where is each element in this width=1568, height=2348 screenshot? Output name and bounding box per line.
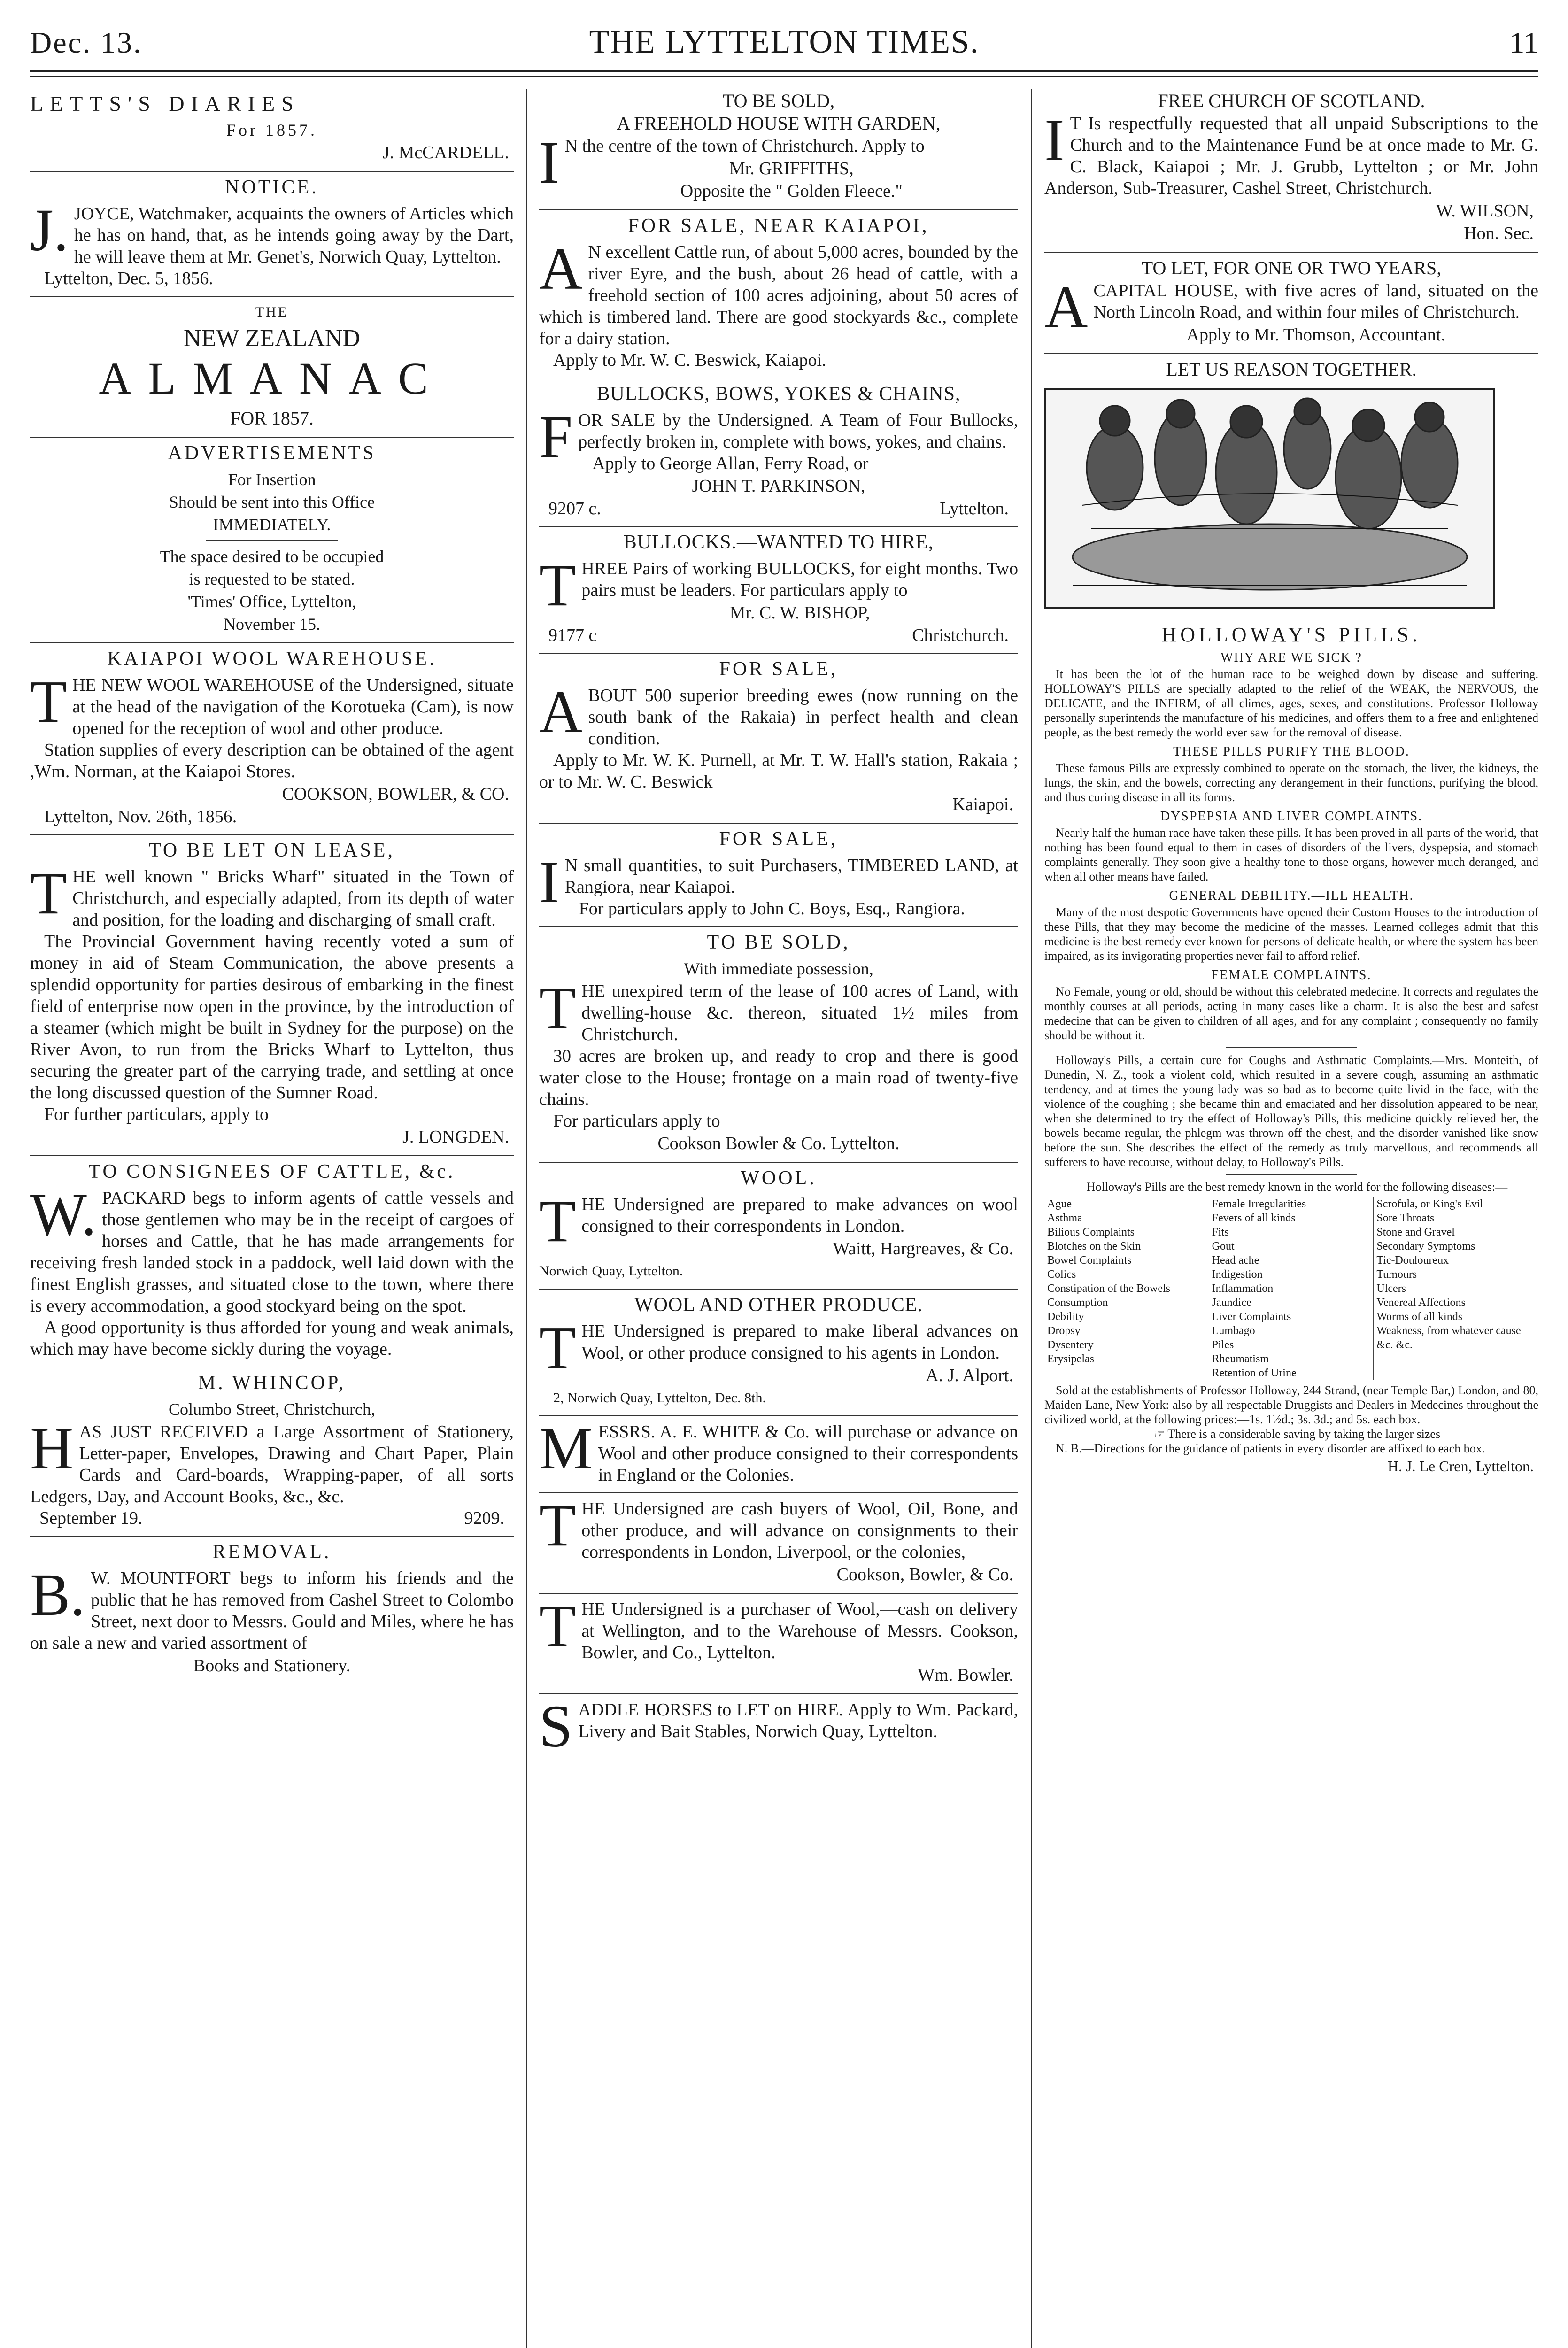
ad-signature: W. WILSON, — [1436, 201, 1534, 221]
ad-body: N excellent Cattle run, of about 5,000 acres, bounded by the river Eyre, and the bush, about 26 head of cattle, with a freehold section of 100 acres adjoining, about 50 acres of which is timbered land. There are good stockyards &c., complete for a dairy station. — [539, 242, 1018, 348]
disease-column — [1044, 1197, 1209, 1380]
ad-bricks-wharf-lease — [30, 840, 514, 1156]
ad-body: ESSRS. A. E. WHITE & Co. will purchase or advance on Wool and other produce consigned to their correspondents in England or the Colonies. — [598, 1422, 1018, 1485]
disease-item: Rheumatism — [1212, 1353, 1269, 1365]
column-divider — [1031, 89, 1032, 2348]
disease-item: Sore Throats — [1376, 1212, 1435, 1224]
page-number: 11 — [1509, 26, 1538, 59]
ad-body: CAPITAL HOUSE, with five acres of land, situated on the North Lincoln Road, and within four miles of Christchurch. — [1093, 281, 1538, 322]
ad-signature: Cookson Bowler & Co. Lyttelton. — [657, 1134, 900, 1153]
ad-body: These famous Pills are expressly combined to operate on the stomach, the liver, the kidneys, the lungs, the skin, and the bowels, correcting any derangement in their functions, purifying the blood, and thus curing disease in all its forms. — [1044, 761, 1538, 804]
ad-line: November 15. — [224, 615, 320, 633]
ad-subheading: Columbo Street, Christchurch, — [169, 1400, 375, 1419]
disease-item: Indigestion — [1212, 1268, 1263, 1281]
pointing-hand-icon: ☞ — [1153, 1427, 1168, 1441]
ad-body: AS JUST RECEIVED a Large Assortment of Stationery, Letter-paper, Envelopes, Drawing and Chart Paper, Plain Cards and Card-boards, Wrapping-paper, of all sorts Ledgers, Day, and Account Books, &c., &c. — [30, 1422, 514, 1506]
ad-body: HE Undersigned are prepared to make advances on wool consigned to their correspondents in London. — [581, 1195, 1018, 1236]
ad-house-to-let — [1044, 257, 1538, 354]
ad-body: Nearly half the human race have taken these pills. It has been proved in all parts of the world, that nothing has been found equal to them in cases of disorders of the livers, dyspepsia, and stomach complaints generally. They soon give a healthy tone to those organs, however much deranged, and when all other means have failed. — [1044, 826, 1538, 883]
drop-cap: T — [539, 1592, 576, 1659]
ad-heading: KAIAPOI WOOL WAREHOUSE. — [107, 648, 437, 670]
mini-rule — [1226, 1047, 1357, 1048]
disease-item: Tumours — [1376, 1268, 1417, 1281]
drop-cap: T — [30, 860, 67, 927]
ad-freehold-house — [539, 90, 1018, 210]
ad-signature: Mr. GRIFFITHS, — [729, 159, 854, 178]
drop-cap: T — [539, 1492, 576, 1559]
ad-free-church — [1044, 90, 1538, 253]
ad-body: A good opportunity is thus afforded for young and weak animals, which may have become sickly during the voyage. — [30, 1318, 514, 1359]
drop-cap: M — [539, 1415, 593, 1482]
ad-signature: COOKSON, BOWLER, & CO. — [282, 784, 509, 804]
ad-body: Apply to Mr. W. C. Beswick, Kaiapoi. — [553, 350, 826, 370]
disease-item: Liver Complaints — [1212, 1311, 1291, 1323]
ad-body: The Provincial Government having recently voted a sum of money in aid of Steam Communication, the above presents a splendid opportunity for parties desirous of embarking in the finest field of enterprise now open in the province, by the introduction of a steamer (which might be built in Sydney for the purpose) on the River Avon, to run from the Bricks Wharf to Lyttelton, thus securing the greater part of the carrying trade, and settling at once the long discussed question of the Sumner Road. — [30, 932, 514, 1103]
ad-line: Should be sent into this Office — [169, 493, 375, 511]
ad-signature: Wm. Bowler. — [918, 1665, 1013, 1685]
ad-title: HOLLOWAY'S PILLS. — [1161, 623, 1421, 646]
ad-heading: WOOL AND OTHER PRODUCE. — [634, 1294, 923, 1316]
ad-heading: TO BE SOLD, — [722, 90, 835, 111]
ad-wool-and-other-produce — [539, 1294, 1018, 1416]
drop-cap: W. — [30, 1181, 97, 1248]
ad-place: Kaiapoi. — [952, 795, 1013, 814]
disease-item: Weakness, from whatever cause — [1376, 1325, 1521, 1337]
disease-item: Scrofula, or King's Evil — [1376, 1198, 1483, 1210]
ad-address: Opposite the " Golden Fleece." — [680, 181, 903, 201]
ad-signature: Mr. C. W. BISHOP, — [729, 603, 870, 623]
ad-place: Lyttelton. — [940, 499, 1009, 518]
ad-note — [1044, 1427, 1538, 1441]
ad-heading: REMOVAL. — [212, 1541, 332, 1563]
ad-heading: LETTS'S DIARIES — [30, 92, 300, 116]
ad-heading: M. WHINCOP, — [198, 1372, 346, 1394]
ad-kaiapoi-cattle-run — [539, 215, 1018, 378]
ad-note-text: There is a considerable saving by taking the larger sizes — [1167, 1427, 1441, 1441]
section-heading: WHY ARE WE SICK ? — [1220, 650, 1362, 665]
ad-body: HE unexpired term of the lease of 100 acres of Land, with dwelling-house &c. thereon, situated 1½ miles from Christchurch. — [581, 981, 1018, 1044]
issue-date: Dec. 13. — [30, 26, 143, 59]
ad-line: The space desired to be occupied — [160, 547, 384, 566]
ad-body: Apply to George Allan, Ferry Road, or — [592, 454, 869, 473]
drop-cap: J. — [30, 197, 69, 263]
ad-place: 2, Norwich Quay, Lyttelton, Dec. 8th. — [553, 1390, 766, 1406]
disease-item: Head ache — [1212, 1254, 1259, 1267]
ad-fine-print — [1044, 650, 1538, 1475]
ad-line: For Insertion — [228, 470, 316, 489]
ad-heading: ADVERTISEMENTS — [168, 442, 376, 464]
disease-item: Piles — [1212, 1339, 1234, 1351]
ad-heading: WOOL. — [741, 1167, 817, 1189]
ad-whincop-stationery — [30, 1372, 514, 1537]
disease-item: Bilious Complaints — [1047, 1226, 1135, 1238]
ad-body: HE Undersigned is prepared to make liberal advances on Wool, or other produce consigned to his agents in London. — [581, 1321, 1018, 1363]
ad-signature: JOHN T. PARKINSON, — [692, 476, 865, 496]
drop-cap: T — [539, 974, 576, 1041]
drop-cap: T — [539, 552, 576, 618]
drop-cap: I — [539, 129, 559, 196]
ad-place: Norwich Quay, Lyttelton. — [539, 1263, 683, 1279]
ad-body: N. B.—Directions for the guidance of patients in every disorder are affixed to each box. — [1056, 1442, 1485, 1455]
drop-cap: I — [539, 849, 559, 915]
ad-white-and-co — [539, 1415, 1018, 1493]
ad-body: Apply to Mr. W. K. Purnell, at Mr. T. W. Hall's station, Rakaia ; or to Mr. W. C. Beswick — [539, 750, 1018, 792]
ad-body: HE Undersigned are cash buyers of Wool, Oil, Bone, and other produce, and will advance on consignments to their correspondents in London, Liverpool, or the colonies, — [581, 1499, 1018, 1562]
ad-body: W. MOUNTFORT begs to inform his friends and the public that he has removed from Cashel Street to Colombo Street, next door to Messrs. Gould and Miles, where he has on sale a new and varied assortment of — [30, 1568, 514, 1653]
disease-item: Fits — [1212, 1226, 1229, 1238]
disease-column — [1374, 1197, 1538, 1380]
ad-signature: Waitt, Hargreaves, & Co. — [833, 1239, 1013, 1259]
ad-letts-diaries — [30, 93, 514, 172]
ad-date: Lyttelton, Nov. 26th, 1856. — [44, 807, 237, 826]
disease-item: Asthma — [1047, 1212, 1082, 1224]
ad-body: No Female, young or old, should be without this celebrated medecine. It corrects and regulates the monthly courses at all periods, acting in many cases like a charm. It is also the best and safest medecine that can be given to children of all ages, and for any complaint ; consequently no family should be without it. — [1044, 985, 1538, 1042]
ad-heading: TO BE LET ON LEASE, — [149, 840, 395, 861]
ad-line: 'Times' Office, Lyttelton, — [187, 592, 356, 611]
ad-kicker: THE — [255, 304, 289, 320]
ad-advertisements — [30, 442, 514, 643]
ad-heading: FREE CHURCH OF SCOTLAND. — [1158, 90, 1425, 111]
disease-item: Ulcers — [1376, 1282, 1406, 1295]
disease-item: Secondary Symptoms — [1376, 1240, 1475, 1252]
disease-item: Dysentery — [1047, 1339, 1094, 1351]
ad-body: BOUT 500 superior breeding ewes (now running on the south bank of the Rakaia) in perfect health and clean condition. — [588, 686, 1018, 749]
ad-title: ALMANAC — [99, 353, 445, 403]
ad-body: T Is respectfully requested that all unpaid Subscriptions to the Church and to the Maintenance Fund be at once made to Mr. G. C. Black, Kaiapoi ; Mr. J. Grubb, Lyttelton ; or Mr. John Anderson, Sub-Treasurer, Cashel Street, Christchurch. — [1044, 114, 1538, 198]
ad-cash-buyers — [539, 1492, 1018, 1594]
disease-item: Debility — [1047, 1311, 1084, 1323]
drop-cap: I — [1044, 107, 1065, 173]
ad-number: 9207 c. — [548, 499, 601, 518]
disease-item: Female Irregularities — [1212, 1198, 1306, 1210]
masthead — [30, 23, 1538, 63]
section-heading: GENERAL DEBILITY.—ILL HEALTH. — [1169, 888, 1414, 903]
disease-item: Venereal Affections — [1376, 1297, 1466, 1309]
ad-kaiapoi-wool-warehouse — [30, 648, 514, 835]
disease-item: Gout — [1212, 1240, 1235, 1252]
disease-item: Consumption — [1047, 1297, 1108, 1309]
ad-body: OR SALE by the Undersigned. A Team of Four Bullocks, perfectly broken in, complete with bows, yokes, and chains. — [578, 410, 1018, 452]
disease-item: &c. &c. — [1376, 1339, 1413, 1351]
ad-heading: A FREEHOLD HOUSE WITH GARDEN, — [617, 113, 941, 134]
ad-heading: LET US REASON TOGETHER. — [1166, 359, 1417, 380]
disease-item: Jaundice — [1212, 1297, 1251, 1309]
ad-heading: BULLOCKS, BOWS, YOKES & CHAINS, — [596, 383, 961, 405]
ad-heading: TO BE SOLD, — [707, 932, 850, 953]
ad-timbered-land — [539, 828, 1018, 927]
header-rule — [30, 70, 1538, 72]
ad-lease-of-land — [539, 932, 1018, 1163]
drop-cap: B. — [30, 1561, 85, 1628]
ad-removal — [30, 1541, 514, 1684]
ad-date: Lyttelton, Dec. 5, 1856. — [44, 269, 213, 288]
ad-heading: BULLOCKS.—WANTED TO HIRE, — [623, 532, 934, 553]
disease-item: Ague — [1047, 1198, 1072, 1210]
disease-column — [1209, 1197, 1374, 1380]
drop-cap: A — [539, 679, 583, 745]
ad-bullocks-wanted — [539, 532, 1018, 654]
ad-body: 30 acres are broken up, and ready to crop and there is good water close to the House; frontage on a main road of twenty-five chains. — [539, 1046, 1018, 1109]
ad-place: Christchurch. — [912, 626, 1009, 645]
ad-heading: NOTICE. — [225, 177, 319, 198]
ad-holloways-pills — [1044, 359, 1538, 1483]
drop-cap: S — [539, 1693, 573, 1760]
ad-date: September 19. — [39, 1508, 143, 1528]
ad-subheading: With immediate possession, — [684, 959, 873, 978]
drop-cap: T — [539, 1188, 576, 1254]
ad-body: HE NEW WOOL WAREHOUSE of the Undersigned, situate at the head of the navigation of the Korotueka (Cam), is now opened for the reception of wool and other produce. — [72, 675, 514, 738]
ad-body: JOYCE, Watchmaker, acquaints the owners of Articles which he has on hand, that, as he intends going away by the Dart, he will leave them at Mr. Genet's, Norwich Quay, Lyttelton. — [74, 204, 514, 267]
disease-item: Fevers of all kinds — [1212, 1212, 1296, 1224]
ad-body: ADDLE HORSES to LET on HIRE. Apply to Wm. Packard, Livery and Bait Stables, Norwich Quay, Lyttelton. — [578, 1700, 1018, 1741]
ad-number: 9177 c — [548, 626, 597, 645]
ad-body: N small quantities, to suit Purchasers, TIMBERED LAND, at Rangiora, near Kaiapoi. — [564, 856, 1018, 897]
ad-body: HE well known " Bricks Wharf" situated in the Town of Christchurch, and especially adapted, from its depth of water and position, for the loading and discharging of small craft. — [72, 867, 514, 930]
ad-contact: Apply to Mr. Thomson, Accountant. — [1186, 325, 1445, 345]
header-rule-thin — [30, 76, 1538, 77]
ad-footer: Books and Stationery. — [193, 1656, 351, 1676]
ad-heading: TO CONSIGNEES OF CATTLE, &c. — [88, 1161, 456, 1182]
section-heading: DYSPEPSIA AND LIVER COMPLAINTS. — [1160, 809, 1423, 824]
ad-almanac — [30, 301, 514, 438]
ad-consignees-of-cattle — [30, 1161, 514, 1367]
ad-signature: J. LONGDEN. — [402, 1127, 509, 1147]
disease-item: Erysipelas — [1047, 1353, 1094, 1365]
ad-body: Many of the most despotic Governments have opened their Custom Houses to the introduction of these Pills, that they may become the medicine of the masses. Learned colleges admit that this medicine is the best remedy ever known for persons of delicate health, or where the system has been impaired, as its invigorating properties never fail to afford relief. — [1044, 905, 1538, 963]
ad-notice — [30, 177, 514, 297]
ad-year: FOR 1857. — [230, 408, 314, 429]
disease-item: Tic-Douloureux — [1376, 1254, 1449, 1267]
disease-table — [1044, 1197, 1538, 1380]
disease-item: Dropsy — [1047, 1325, 1081, 1337]
ad-body: HE Undersigned is a purchaser of Wool,—cash on delivery at Wellington, and to the Warehouse of Messrs. Cookson, Bowler, and Co., Lyttelton. — [581, 1599, 1018, 1662]
ad-heading: FOR SALE, — [719, 828, 838, 850]
drop-cap: H — [30, 1415, 74, 1482]
ad-subheading: NEW ZEALAND — [184, 325, 360, 352]
disease-item: Blotches on the Skin — [1047, 1240, 1141, 1252]
section-heading: THESE PILLS PURIFY THE BLOOD. — [1173, 744, 1410, 759]
column-1 — [30, 89, 514, 2348]
drop-cap: T — [30, 668, 67, 735]
ad-signature-title: Hon. Sec. — [1464, 224, 1534, 243]
ad-body: Holloway's Pills are the best remedy known in the world for the following diseases:— — [1086, 1180, 1508, 1194]
ad-signature: J. McCARDELL. — [382, 143, 509, 162]
column-divider — [526, 89, 527, 2348]
ad-heading: TO LET, FOR ONE OR TWO YEARS, — [1141, 257, 1442, 278]
ad-wool-purchaser — [539, 1592, 1018, 1694]
ad-breeding-ewes — [539, 658, 1018, 824]
mini-rule — [1226, 1174, 1357, 1175]
ad-saddle-horses — [539, 1693, 1018, 1760]
disease-item: Colics — [1047, 1268, 1076, 1281]
ad-body: Station supplies of every description can be obtained of the agent ,Wm. Norman, at the Kaiapoi Stores. — [30, 740, 514, 781]
disease-item: Retention of Urine — [1212, 1367, 1297, 1379]
column-3 — [1044, 89, 1538, 2348]
ad-body: For further particulars, apply to — [44, 1104, 269, 1124]
ad-body: For particulars apply to — [553, 1111, 720, 1131]
ad-heading: FOR SALE, — [719, 658, 838, 680]
disease-item: Worms of all kinds — [1376, 1311, 1463, 1323]
ad-body: N the centre of the town of Christchurch. Apply to — [564, 136, 925, 156]
ad-number: 9209. — [464, 1508, 504, 1528]
ad-wool — [539, 1167, 1018, 1290]
ad-body: PACKARD begs to inform agents of cattle vessels and those gentlemen who may be in the receipt of cargoes of horses and Cattle, that he has made arrangements for receiving fresh landed stock in a paddock, well laid down with the finest English grasses, and situated close to the town, where there is every accommodation, a good stockyard being on the spot. — [30, 1188, 514, 1316]
ad-body: Sold at the establishments of Professor Holloway, 244 Strand, (near Temple Bar,) London, and 80, Maiden Lane, New York: also by all respectable Druggists and Dealers in Medecines throughout the civilized world, at the following prices:—1s. 1½d.; 3s. 3d.; and 5s. each box. — [1044, 1383, 1538, 1426]
ad-signature: A. J. Alport. — [926, 1366, 1013, 1385]
ad-line: is requested to be stated. — [189, 570, 355, 588]
ad-subheading: For 1857. — [226, 121, 317, 139]
column-2 — [539, 89, 1018, 2348]
disease-item: Inflammation — [1212, 1282, 1274, 1295]
engraved-illustration — [1044, 388, 1495, 609]
drop-cap: A — [1044, 274, 1088, 340]
ad-body: It has been the lot of the human race to be weighed down by disease and suffering. HOLLOWAY'S PILLS are specially adapted to the relief of the WEAK, the NERVOUS, the DELICATE, and the INFIRM, of all climes, ages, sexes, and constitutions. Professor Holloway personally superintends the manufacture of his medicines, and offers them to a free and enlightened people, as the best remedy the world ever saw for the removal of disease. — [1044, 667, 1538, 739]
ad-signature: H. J. Le Cren, Lyttelton. — [1387, 1458, 1534, 1475]
ad-body: HREE Pairs of working BULLOCKS, for eight months. Two pairs must be leaders. For particulars apply to — [581, 559, 1018, 600]
ad-body: Holloway's Pills, a certain cure for Coughs and Asthmatic Complaints.—Mrs. Monteith, of Dunedin, N. Z., took a violent cold, which resulted in a severe cough, assuming an asthmatic tendency, and at times the young lady was so bad as to become quite livid in the face, with the violence of the coughing ; she became thin and emaciated and her dissolution appeared to be near, when she determined to try the effect of Holloway's Pills, this medicine quickly relieved her, the bowels became regular, the phlegm was thrown off the chest, and the disorder vanished like snow before the sun. She describes the effect of the remedy as truly marvellous, and recommends all sufferers to have recourse, without delay, to Holloway's Pills. — [1044, 1053, 1538, 1169]
ad-heading: FOR SALE, NEAR KAIAPOI, — [628, 215, 929, 237]
drop-cap: F — [539, 403, 573, 470]
mini-rule — [206, 540, 338, 541]
disease-item: Lumbago — [1212, 1325, 1255, 1337]
newspaper-title: THE LYTTELTON TIMES. — [589, 24, 980, 60]
ad-bullocks-for-sale — [539, 383, 1018, 527]
disease-item: Stone and Gravel — [1376, 1226, 1455, 1238]
section-heading: FEMALE COMPLAINTS. — [1211, 968, 1372, 982]
ad-body: For particulars apply to John C. Boys, Esq., Rangiora. — [579, 899, 965, 919]
ad-line: IMMEDIATELY. — [213, 515, 331, 534]
disease-item: Bowel Complaints — [1047, 1254, 1132, 1267]
drop-cap: T — [539, 1314, 576, 1381]
drop-cap: A — [539, 235, 583, 302]
disease-item: Constipation of the Bowels — [1047, 1282, 1170, 1295]
ad-signature: Cookson, Bowler, & Co. — [836, 1565, 1013, 1584]
